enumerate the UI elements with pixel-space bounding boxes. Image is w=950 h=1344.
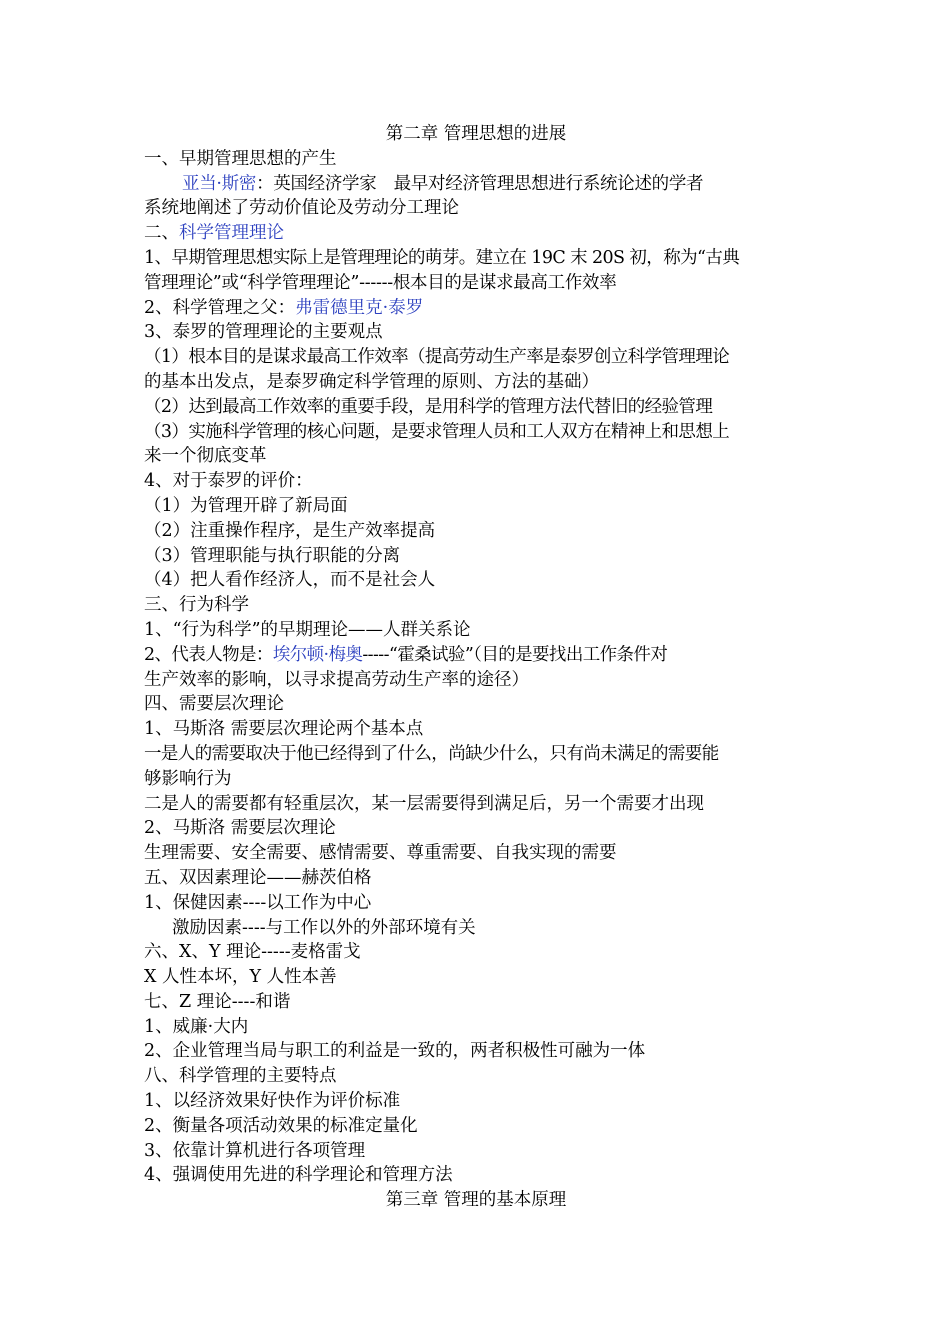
section-7-point-1: 1、威廉·大内: [144, 1016, 249, 1037]
section-6-point-1: X 人性本坏，Y 人性本善: [144, 967, 337, 988]
section-6-heading: 六、X、Y 理论-----麦格雷戈: [144, 942, 361, 963]
section-7-heading: 七、Z 理论----和谐: [144, 991, 291, 1012]
point-2-label: 2、科学管理之父：: [144, 297, 296, 318]
section-3-point-1: 1、“行为科学”的早期理论——人群关系论: [144, 619, 471, 640]
section-2-number: 二、: [144, 223, 179, 244]
section-8-point-4: 4、强调使用先进的科学理论和管理方法: [144, 1165, 453, 1186]
section-2-point-1a: 1、早期管理思想实际上是管理理论的萌芽。建立在 19C 末 20S 初，称为“古典: [144, 247, 740, 268]
document-page: [144, 122, 808, 1213]
section-2-point-2: [144, 296, 808, 321]
section-4-point-2a: 生理需要、安全需要、感情需要、尊重需要、自我实现的需要: [144, 843, 617, 864]
section-2-point-4-1: （1）为管理开辟了新局面: [144, 495, 348, 516]
mayo-name: 埃尔顿·梅奥: [272, 644, 363, 665]
section-8-heading: 八、科学管理的主要特点: [144, 1066, 337, 1087]
smith-description: ：英国经济学家 最早对经济管理思想进行系统论述的学者: [256, 173, 704, 194]
chapter-3-title: 第三章 管理的基本原理: [385, 1190, 567, 1211]
section-4-point-2: 2、马斯洛 需要层次理论: [144, 818, 336, 839]
section-3-heading: 三、行为科学: [144, 595, 249, 616]
section-3-point-2: [144, 643, 808, 668]
section-2-title: 科学管理理论: [179, 223, 284, 244]
section-8-point-2: 2、衡量各项活动效果的标准定量化: [144, 1115, 418, 1136]
section-1-heading: 一、早期管理思想的产生: [144, 148, 337, 169]
section-2-point-4-2: （2）注重操作程序，是生产效率提高: [144, 520, 436, 541]
section-5-heading: 五、双因素理论——赫茨伯格: [144, 867, 372, 888]
point-2-label: 2、代表人物是：: [144, 644, 273, 665]
smith-description-continued: 系统地阐述了劳动价值论及劳动分工理论: [144, 198, 459, 219]
section-2-point-4-4: （4）把人看作经济人，而不是社会人: [144, 570, 436, 591]
smith-name: 亚当·斯密: [182, 173, 257, 194]
section-2-point-3: 3、泰罗的管理理论的主要观点: [144, 322, 383, 343]
section-4-point-1: 1、马斯洛 需要层次理论两个基本点: [144, 719, 424, 740]
section-2-point-4-3: （3）管理职能与执行职能的分离: [144, 545, 401, 566]
taylor-name: 弗雷德里克·泰罗: [295, 297, 424, 318]
section-2-point-4: 4、对于泰罗的评价：: [144, 471, 313, 492]
section-7-point-2: 2、企业管理当局与职工的利益是一致的，两者积极性可融为一体: [144, 1041, 646, 1062]
section-5-point-2: 激励因素----与工作以外的外部环境有关: [172, 917, 476, 938]
hawthorne-text: -----“霍桑试验”（目的是要找出工作条件对: [362, 644, 668, 665]
section-5-point-1: 1、保健因素----以工作为中心: [144, 892, 372, 913]
section-3-point-2b: 生产效率的影响，以寻求提高劳动生产率的途径）: [144, 669, 529, 690]
section-2-point-3-1b: 的基本出发点，是泰罗确定科学管理的原则、方法的基础）: [144, 371, 599, 392]
chapter-2-title: 第二章 管理思想的进展: [385, 124, 567, 144]
section-2-point-3-1a: （1）根本目的是谋求最高工作效率（提高劳动生产率是泰罗创立科学管理理论: [144, 347, 730, 368]
section-2-heading: [144, 221, 808, 246]
section-4-point-1b: 够影响行为: [144, 768, 232, 789]
section-2-point-3-2: （2）达到最高工作效率的重要手段，是用科学的管理方法代替旧的经验管理: [144, 396, 713, 417]
section-4-point-1a: 一是人的需要取决于他已经得到了什么，尚缺少什么，只有尚未满足的需要能: [144, 743, 719, 764]
section-2-point-1b: 管理理论”或“科学管理理论”------根本目的是谋求最高工作效率: [144, 272, 617, 293]
section-2-point-3-3a: （3）实施科学管理的核心问题，是要求管理人员和工人双方在精神上和思想上: [144, 421, 730, 442]
section-4-point-1c: 二是人的需要都有轻重层次，某一层需要得到满足后，另一个需要才出现: [144, 793, 704, 814]
smith-line: [144, 172, 808, 197]
section-2-point-3-3b: 来一个彻底变革: [144, 446, 267, 467]
section-4-heading: 四、需要层次理论: [144, 694, 284, 715]
section-8-point-3: 3、依靠计算机进行各项管理: [144, 1140, 366, 1161]
section-8-point-1: 1、以经济效果好快作为评价标准: [144, 1091, 401, 1112]
